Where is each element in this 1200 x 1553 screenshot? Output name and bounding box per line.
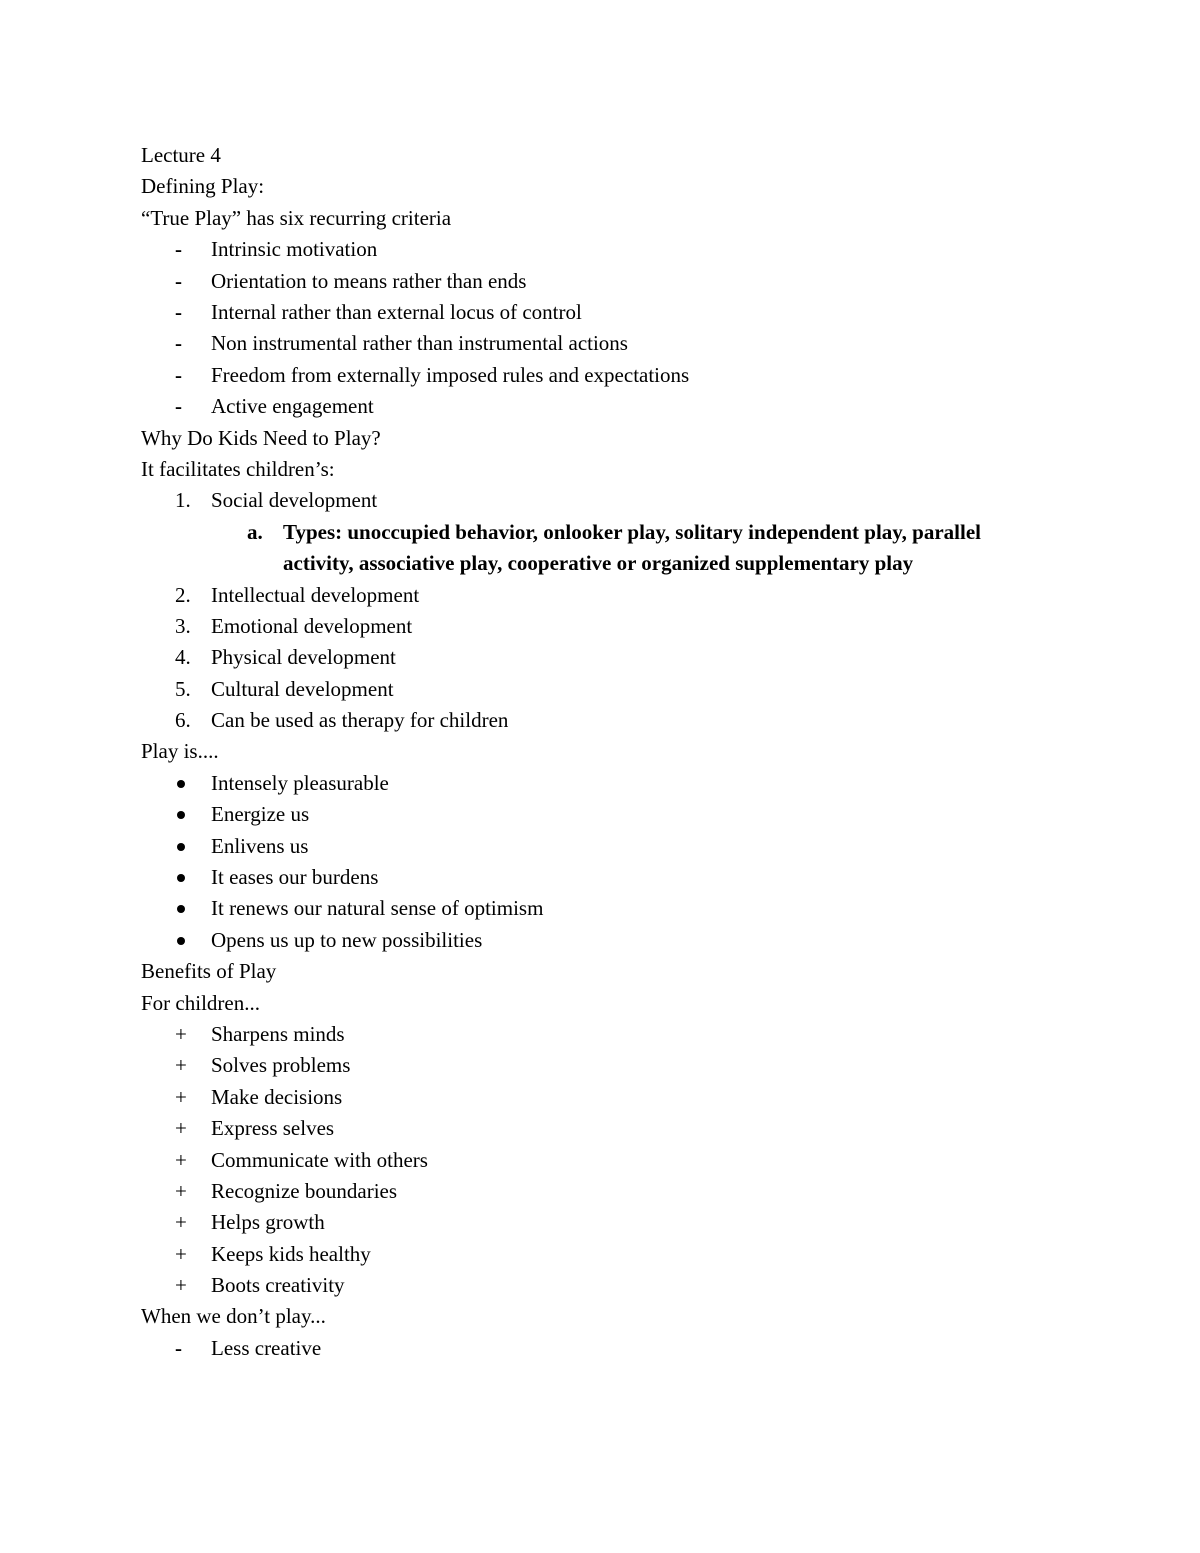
list-item xyxy=(141,297,1041,328)
list-item xyxy=(141,768,1041,799)
list-item-text: Intensely pleasurable xyxy=(211,770,389,795)
dash-marker: - xyxy=(175,1335,182,1360)
list-item-text: Make decisions xyxy=(211,1084,343,1109)
list-item xyxy=(141,831,1041,862)
plus-marker: + xyxy=(175,1210,187,1235)
numbered-item-text: Social development xyxy=(211,488,378,513)
sub-list-item xyxy=(247,517,1041,580)
list-item-text: Boots creativity xyxy=(211,1273,345,1298)
list-item xyxy=(141,1270,1041,1301)
section-title-defining: Defining Play: xyxy=(141,174,265,199)
numbered-item xyxy=(141,580,1041,611)
list-item-text: It renews our natural sense of optimism xyxy=(211,896,544,921)
plus-marker: + xyxy=(175,1241,187,1266)
plus-marker: + xyxy=(175,1116,187,1141)
list-item-text: Non instrumental rather than instrumental actions xyxy=(211,331,628,356)
list-item xyxy=(141,799,1041,830)
dash-marker: - xyxy=(175,394,182,419)
dash-marker: - xyxy=(175,237,182,262)
list-item xyxy=(141,1145,1041,1176)
item-number: 4. xyxy=(175,645,191,670)
list-item-text: It eases our burdens xyxy=(211,865,379,890)
section-intro-defining: “True Play” has six recurring criteria xyxy=(141,205,452,230)
numbered-item xyxy=(141,485,1041,516)
list-item xyxy=(141,1050,1041,1081)
dash-marker: - xyxy=(175,268,182,293)
list-item-text: Communicate with others xyxy=(211,1147,428,1172)
list-item-text: Less creative xyxy=(211,1335,322,1360)
list-item xyxy=(141,391,1041,422)
list-item xyxy=(141,266,1041,297)
list-item xyxy=(141,1113,1041,1144)
document-heading: Lecture 4 xyxy=(141,143,221,167)
sub-item-text: Types: unoccupied behavior, onlooker play, solitary independent play, parallel activity, associative play, cooperative or organized supplementary play xyxy=(283,519,981,576)
section-title-play-is: Play is.... xyxy=(141,739,219,764)
list-item xyxy=(141,1333,1041,1364)
list-item xyxy=(141,862,1041,893)
dash-marker: - xyxy=(175,362,182,387)
numbered-item xyxy=(141,642,1041,673)
numbered-item xyxy=(141,674,1041,705)
section-title-why: Why Do Kids Need to Play? xyxy=(141,425,381,450)
list-item xyxy=(141,893,1041,924)
list-item xyxy=(141,234,1041,265)
list-item-text: Solves problems xyxy=(211,1053,351,1078)
document-body xyxy=(141,140,1041,1364)
numbered-item-text: Can be used as therapy for children xyxy=(211,708,509,733)
list-item xyxy=(141,360,1041,391)
item-number: 6. xyxy=(175,708,191,733)
list-item xyxy=(141,1019,1041,1050)
list-item-text: Recognize boundaries xyxy=(211,1178,398,1203)
numbered-item xyxy=(141,705,1041,736)
list-item xyxy=(141,1082,1041,1113)
item-number: 5. xyxy=(175,676,191,701)
list-item xyxy=(141,1239,1041,1270)
list-item-text: Opens us up to new possibilities xyxy=(211,927,483,952)
plus-marker: + xyxy=(175,1147,187,1172)
list-item-text: Intrinsic motivation xyxy=(211,237,378,262)
list-item-text: Energize us xyxy=(211,802,310,827)
list-item-text: Express selves xyxy=(211,1116,335,1141)
list-item-text: Keeps kids healthy xyxy=(211,1241,371,1266)
list-item-text: Helps growth xyxy=(211,1210,325,1235)
section-title-dont-play: When we don’t play... xyxy=(141,1304,326,1329)
list-item-text: Freedom from externally imposed rules and expectations xyxy=(211,362,690,387)
item-number: 2. xyxy=(175,582,191,607)
section-title-benefits: Benefits of Play xyxy=(141,959,277,984)
list-item-text: Orientation to means rather than ends xyxy=(211,268,527,293)
list-item-text: Enlivens us xyxy=(211,833,309,858)
list-item xyxy=(141,328,1041,359)
list-item-text: Internal rather than external locus of control xyxy=(211,299,582,324)
list-item-text: Sharpens minds xyxy=(211,1021,345,1046)
list-item xyxy=(141,925,1041,956)
numbered-item-text: Intellectual development xyxy=(211,582,420,607)
numbered-item-text: Emotional development xyxy=(211,613,413,638)
plus-marker: + xyxy=(175,1084,187,1109)
plus-marker: + xyxy=(175,1053,187,1078)
item-number: 1. xyxy=(175,488,191,513)
plus-marker: + xyxy=(175,1021,187,1046)
section-intro-benefits: For children... xyxy=(141,990,260,1015)
plus-marker: + xyxy=(175,1178,187,1203)
list-item-text: Active engagement xyxy=(211,394,374,419)
numbered-item xyxy=(141,611,1041,642)
numbered-item-text: Physical development xyxy=(211,645,396,670)
section-intro-why: It facilitates children’s: xyxy=(141,456,335,481)
sub-item-letter: a. xyxy=(247,519,263,544)
dash-marker: - xyxy=(175,331,182,356)
numbered-item-text: Cultural development xyxy=(211,676,394,701)
list-item xyxy=(141,1207,1041,1238)
item-number: 3. xyxy=(175,613,191,638)
plus-marker: + xyxy=(175,1273,187,1298)
list-item xyxy=(141,1176,1041,1207)
dash-marker: - xyxy=(175,299,182,324)
